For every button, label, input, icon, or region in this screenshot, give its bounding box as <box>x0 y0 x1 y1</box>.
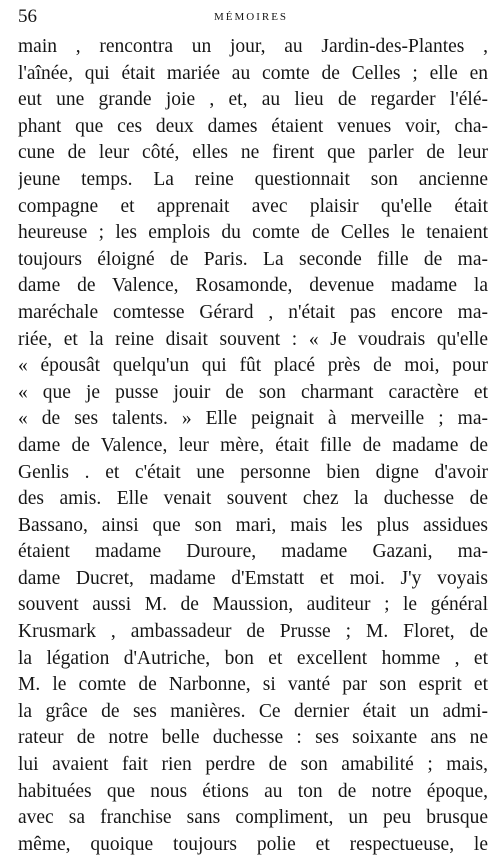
text-line: même, quoique toujours polie et respectueuse, le <box>18 833 488 855</box>
text-line: Genlis . et c'était une personne bien digne d'avoir <box>18 461 488 483</box>
text-line: l'aînée, qui était mariée au comte de Celles ; elle en <box>18 62 488 84</box>
text-line: la grâce de ses manières. Ce dernier était un admi- <box>18 700 488 722</box>
text-line: Bassano, ainsi que son mari, mais les plus assidues <box>18 514 488 536</box>
text-line: main , rencontra un jour, au Jardin-des-Plantes , <box>18 36 488 57</box>
body-text <box>18 34 488 858</box>
text-line: M. le comte de Narbonne, si vanté par son esprit et <box>18 674 488 696</box>
text-line: compagne et apprenait avec plaisir qu'elle était <box>18 195 488 217</box>
text-line: rateur de notre belle duchesse : ses soixante ans ne <box>18 727 488 749</box>
text-line: dame de Valence, Rosamonde, devenue madame la <box>18 275 488 297</box>
page-header <box>18 6 484 28</box>
text-line: « de ses talents. » Elle peignait à merveille ; ma- <box>18 408 488 430</box>
text-line: dame de Valence, leur mère, était fille de madame de <box>18 434 488 456</box>
text-line: phant que ces deux dames étaient venues voir, cha- <box>18 115 488 137</box>
page-number: 56 <box>18 6 37 27</box>
text-line: lui avaient fait rien perdre de son amabilité ; mais, <box>18 754 488 776</box>
text-line: heureuse ; les emplois du comte de Celles le tenaient <box>18 222 488 244</box>
text-line: habituées que nous étions au ton de notre époque, <box>18 780 488 802</box>
text-line: dame Ducret, madame d'Emstatt et moi. J'y voyais <box>18 567 488 589</box>
text-line: eut une grande joie , et, au lieu de regarder l'élé- <box>18 89 488 111</box>
text-line: riée, et la reine disait souvent : « Je voudrais qu'elle <box>18 328 488 350</box>
text-line: la légation d'Autriche, bon et excellent homme , et <box>18 647 488 669</box>
text-line: cune de leur côté, elles ne firent que parler de leur <box>18 142 488 164</box>
running-head: MÉMOIRES <box>213 11 289 23</box>
text-line: maréchale comtesse Gérard , n'était pas encore ma- <box>18 301 488 323</box>
text-line: avec sa franchise sans compliment, un peu brusque <box>18 807 488 829</box>
text-line: des amis. Elle venait souvent chez la duchesse de <box>18 488 488 510</box>
text-line: jeune temps. La reine questionnait son ancienne <box>18 168 488 190</box>
text-line: Krusmark , ambassadeur de Prusse ; M. Floret, de <box>18 621 488 643</box>
text-line: « que je pusse jouir de son charmant caractère et <box>18 381 488 403</box>
text-line: toujours éloigné de Paris. La seconde fille de ma- <box>18 248 488 270</box>
text-line: étaient madame Duroure, madame Gazani, ma- <box>18 541 488 563</box>
text-line: souvent aussi M. de Maussion, auditeur ; le général <box>18 594 488 616</box>
text-line: « épousât quelqu'un qui fût placé près de moi, pour <box>18 355 488 377</box>
